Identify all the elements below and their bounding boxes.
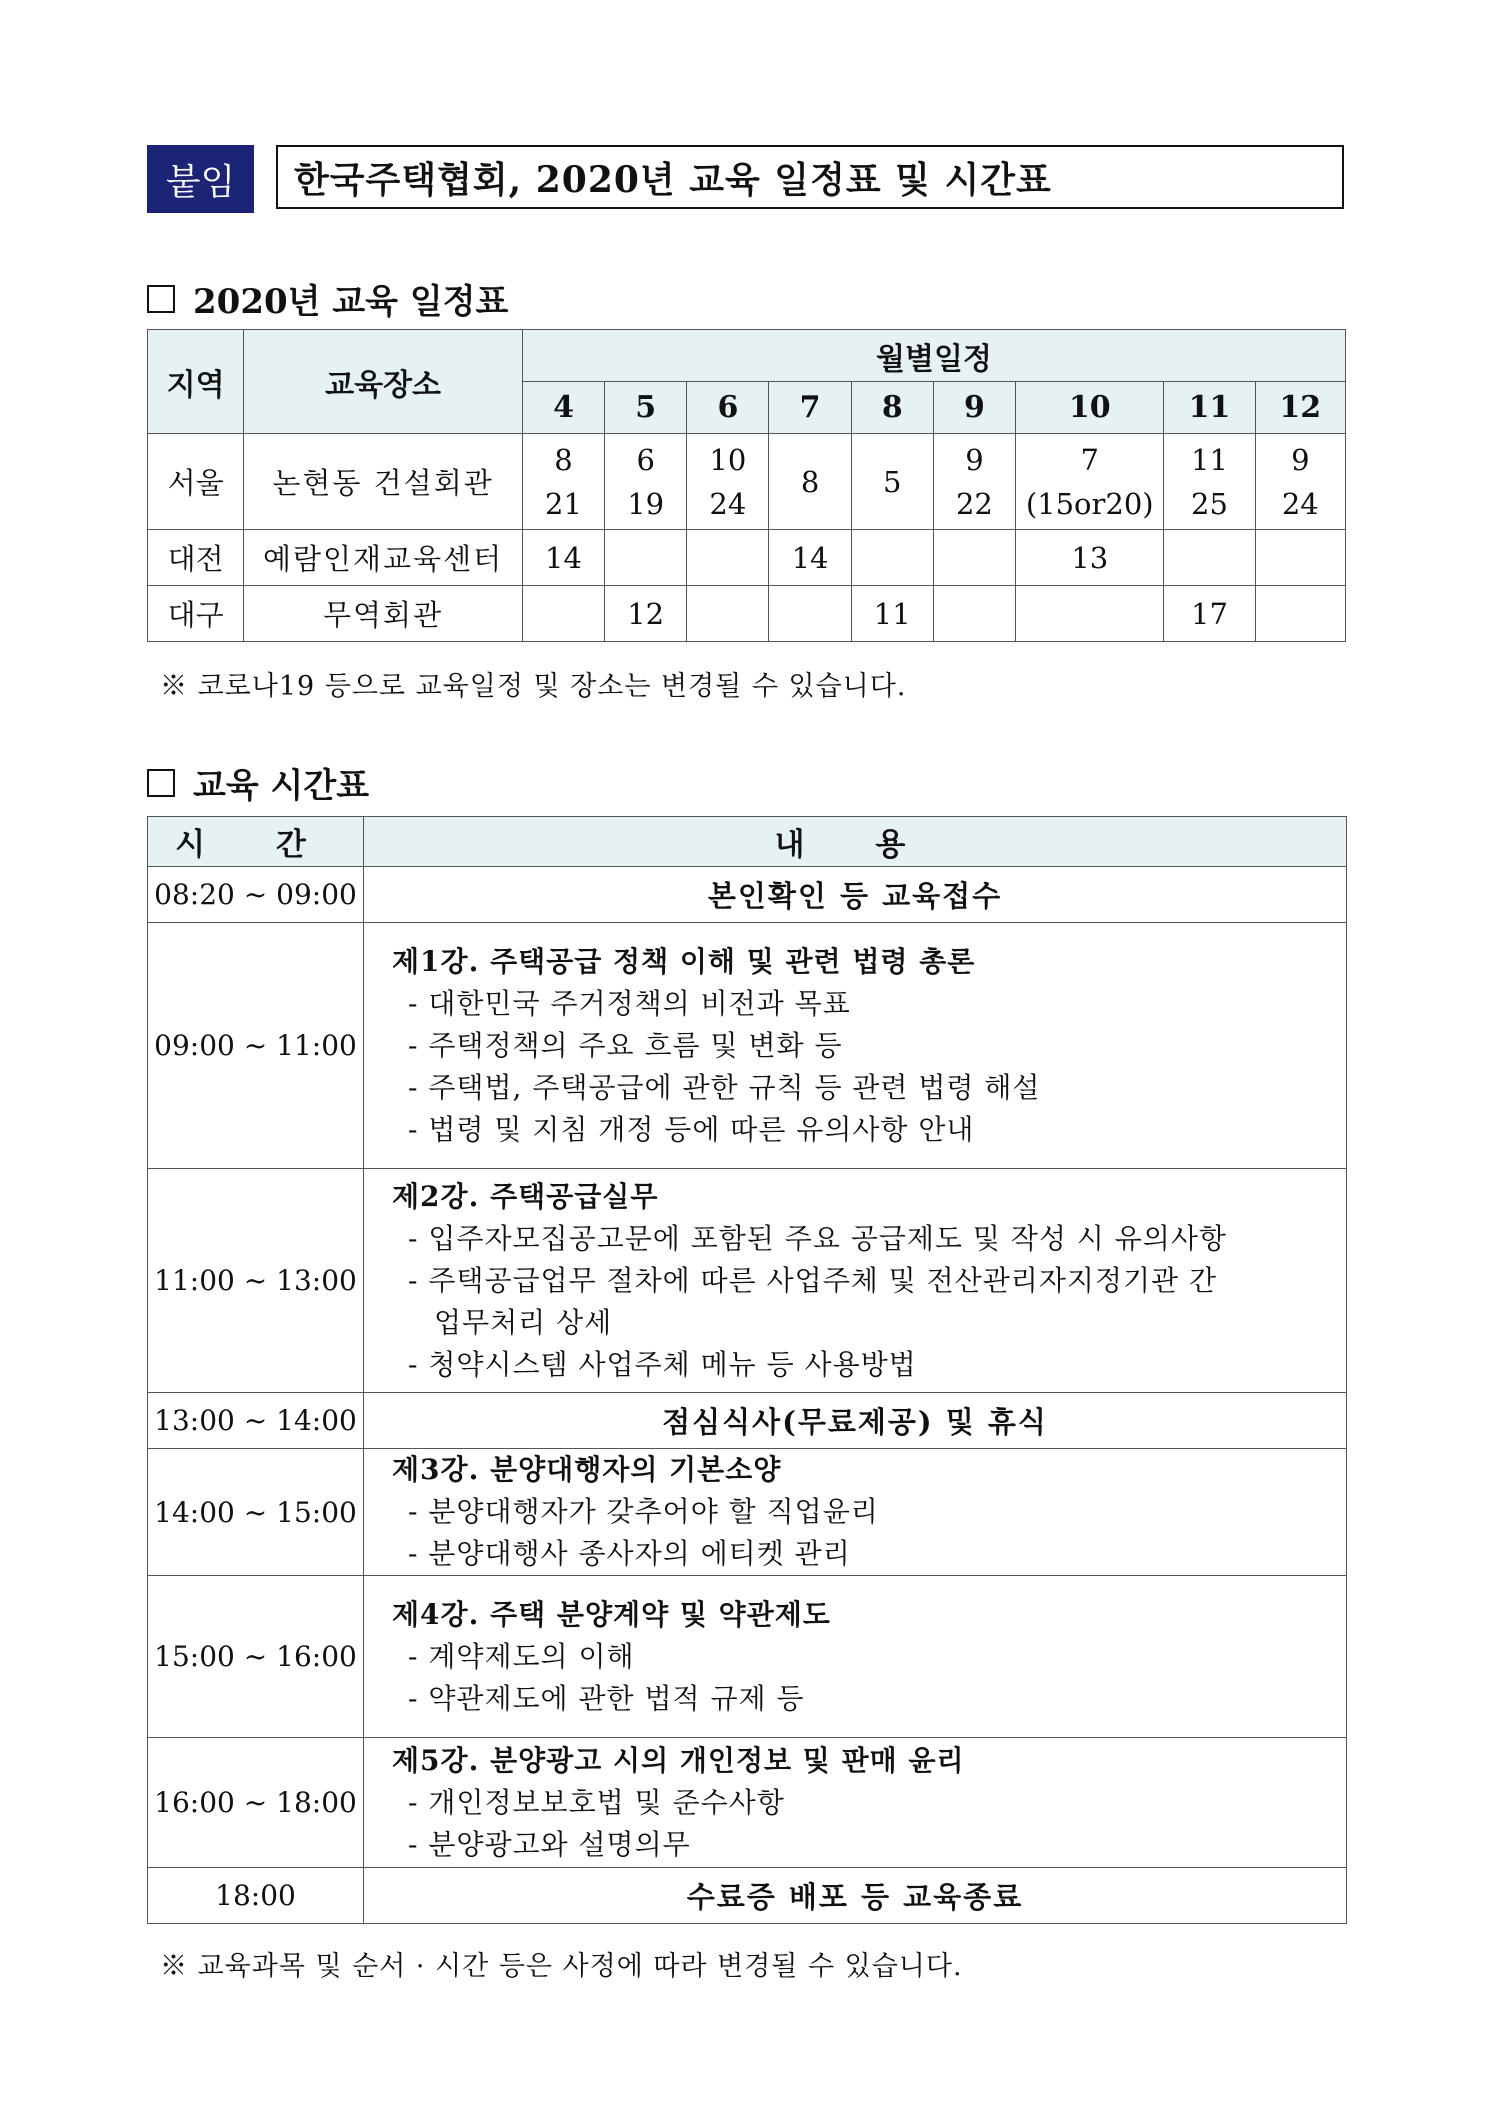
time-cell: 11:00 ~ 13:00 [148, 1169, 364, 1393]
lecture-item: - 입주자모집공고문에 포함된 주요 공급제도 및 작성 시 유의사항 [408, 1221, 1227, 1255]
date-cell [933, 586, 1015, 642]
col-region-header: 지역 [148, 330, 244, 434]
region-cell: 대전 [148, 530, 244, 586]
date-cell [1164, 530, 1255, 586]
document-title [147, 145, 1347, 213]
date-cell [522, 586, 604, 642]
col-time-header: 시 간 [148, 817, 364, 867]
timetable [147, 816, 1347, 1924]
date-cell [1255, 434, 1345, 530]
timetable-note: ※ 교육과목 및 순서 · 시간 등은 사정에 따라 변경될 수 있습니다. [160, 1951, 963, 1982]
date-cell [605, 434, 687, 530]
date-cell [687, 586, 769, 642]
time-cell: 08:20 ~ 09:00 [148, 867, 364, 923]
schedule-heading [147, 274, 508, 323]
time-cell: 18:00 [148, 1868, 364, 1924]
date-cell [1164, 434, 1255, 530]
month-header: 11 [1164, 382, 1255, 434]
date-value: 9 [1291, 442, 1310, 477]
lecture-item: - 주택정책의 주요 흐름 및 변화 등 [408, 1028, 843, 1062]
date-value: 5 [883, 464, 902, 499]
month-header: 9 [933, 382, 1015, 434]
schedule-heading-text: 2020년 교육 일정표 [193, 282, 509, 322]
date-value: 11 [1191, 442, 1228, 477]
month-header: 5 [605, 382, 687, 434]
table-row [148, 586, 1346, 642]
col-venue-header: 교육장소 [244, 330, 523, 434]
month-header: 12 [1255, 382, 1345, 434]
schedule-table [147, 329, 1346, 642]
activity-cell: 점심식사(무료제공) 및 휴식 [364, 1393, 1347, 1449]
date-value: 8 [554, 442, 573, 477]
date-value: 6 [636, 442, 655, 477]
month-header: 10 [1016, 382, 1164, 434]
timetable-heading [147, 758, 369, 807]
date-value: 24 [709, 486, 747, 521]
date-value: 8 [800, 464, 820, 499]
time-cell: 14:00 ~ 15:00 [148, 1449, 364, 1576]
lecture-item: - 약관제도에 관한 법적 규제 등 [408, 1681, 805, 1715]
date-cell [687, 530, 769, 586]
lecture-cell [364, 1576, 1347, 1738]
schedule-note: ※ 코로나19 등으로 교육일정 및 장소는 변경될 수 있습니다. [160, 671, 907, 702]
date-cell [522, 530, 604, 586]
date-cell [769, 530, 851, 586]
date-cell [1164, 586, 1255, 642]
lecture-item: - 분양광고와 설명의무 [408, 1827, 691, 1861]
lecture-item: - 대한민국 주거정책의 비전과 목표 [408, 986, 851, 1020]
lecture-title: 제2강. 주택공급실무 [392, 1179, 659, 1213]
date-value: 7 [1080, 442, 1099, 477]
date-value: 25 [1191, 486, 1228, 521]
date-value: 14 [545, 540, 582, 575]
lecture-item: - 분양대행자가 갖추어야 할 직업윤리 [408, 1495, 879, 1528]
date-cell [1255, 530, 1345, 586]
lecture-item: - 개인정보보호법 및 준수사항 [408, 1785, 785, 1819]
date-value: 17 [1191, 596, 1228, 631]
date-value: 11 [873, 596, 911, 631]
date-cell [769, 434, 851, 530]
table-row [148, 530, 1346, 586]
lecture-item: - 주택공급업무 절차에 따른 사업주체 및 전산관리자지정기관 간 [408, 1263, 1218, 1297]
time-cell: 09:00 ~ 11:00 [148, 923, 364, 1169]
date-cell [933, 434, 1015, 530]
date-value: 10 [709, 442, 747, 477]
date-cell [1016, 586, 1164, 642]
date-cell [933, 530, 1015, 586]
timetable-heading-text: 교육 시간표 [193, 766, 370, 806]
activity-cell: 본인확인 등 교육접수 [364, 867, 1347, 923]
month-header: 6 [687, 382, 769, 434]
date-value: 13 [1071, 540, 1109, 575]
date-cell [687, 434, 769, 530]
venue-cell: 무역회관 [244, 586, 523, 642]
date-value: 22 [955, 486, 993, 521]
appendix-badge: 붙임 [147, 145, 254, 213]
date-value: (15or20) [1025, 486, 1154, 521]
lecture-cell [364, 1169, 1347, 1393]
date-cell [769, 586, 851, 642]
date-value: 21 [545, 486, 582, 521]
col-monthly-header: 월별일정 [522, 330, 1345, 382]
time-cell: 13:00 ~ 14:00 [148, 1393, 364, 1449]
date-value: 9 [965, 442, 984, 477]
lecture-cell [364, 1449, 1347, 1576]
venue-cell: 예람인재교육센터 [244, 530, 523, 586]
table-row [148, 1868, 1347, 1924]
table-row [148, 434, 1346, 530]
title-text: 한국주택협회, 2020년 교육 일정표 및 시간표 [276, 145, 1344, 209]
table-row [148, 923, 1347, 1169]
table-row [148, 1169, 1347, 1393]
table-row [148, 1393, 1347, 1449]
lecture-item: - 법령 및 지침 개정 등에 따른 유의사항 안내 [408, 1112, 975, 1146]
region-cell: 서울 [148, 434, 244, 530]
table-row [148, 1576, 1347, 1738]
lecture-title: 제3강. 분양대행자의 기본소양 [392, 1453, 782, 1486]
date-cell [605, 530, 687, 586]
col-content-header: 내 용 [364, 817, 1347, 867]
date-cell [851, 586, 933, 642]
lecture-item: - 분양대행사 종사자의 에티켓 관리 [408, 1537, 851, 1570]
square-bullet-icon [147, 769, 175, 797]
date-value: 12 [627, 596, 665, 631]
date-value: 14 [791, 540, 829, 575]
lecture-item: 업무처리 상세 [434, 1305, 613, 1339]
date-value: 19 [627, 486, 665, 521]
date-cell [1255, 586, 1345, 642]
lecture-title: 제1강. 주택공급 정책 이해 및 관련 법령 총론 [392, 944, 976, 978]
activity-cell: 수료증 배포 등 교육종료 [364, 1868, 1347, 1924]
lecture-title: 제5강. 분양광고 시의 개인정보 및 판매 윤리 [392, 1743, 965, 1777]
table-row [148, 1449, 1347, 1576]
lecture-item: - 주택법, 주택공급에 관한 규칙 등 관련 법령 해설 [408, 1070, 1041, 1104]
time-cell: 15:00 ~ 16:00 [148, 1576, 364, 1738]
table-row [148, 867, 1347, 923]
table-row [148, 1738, 1347, 1868]
date-cell [851, 434, 933, 530]
time-cell: 16:00 ~ 18:00 [148, 1738, 364, 1868]
lecture-item: - 계약제도의 이해 [408, 1639, 635, 1673]
date-value: 24 [1281, 486, 1319, 521]
date-cell [605, 586, 687, 642]
square-bullet-icon [147, 285, 175, 313]
lecture-cell [364, 923, 1347, 1169]
lecture-title: 제4강. 주택 분양계약 및 약관제도 [392, 1597, 831, 1631]
venue-cell: 논현동 건설회관 [244, 434, 523, 530]
lecture-item: - 청약시스템 사업주체 메뉴 등 사용방법 [408, 1347, 917, 1381]
month-header: 7 [769, 382, 851, 434]
date-cell [1016, 530, 1164, 586]
region-cell: 대구 [148, 586, 244, 642]
lecture-cell [364, 1738, 1347, 1868]
date-cell [851, 530, 933, 586]
date-cell [522, 434, 604, 530]
month-header: 4 [522, 382, 604, 434]
month-header: 8 [851, 382, 933, 434]
date-cell [1016, 434, 1164, 530]
